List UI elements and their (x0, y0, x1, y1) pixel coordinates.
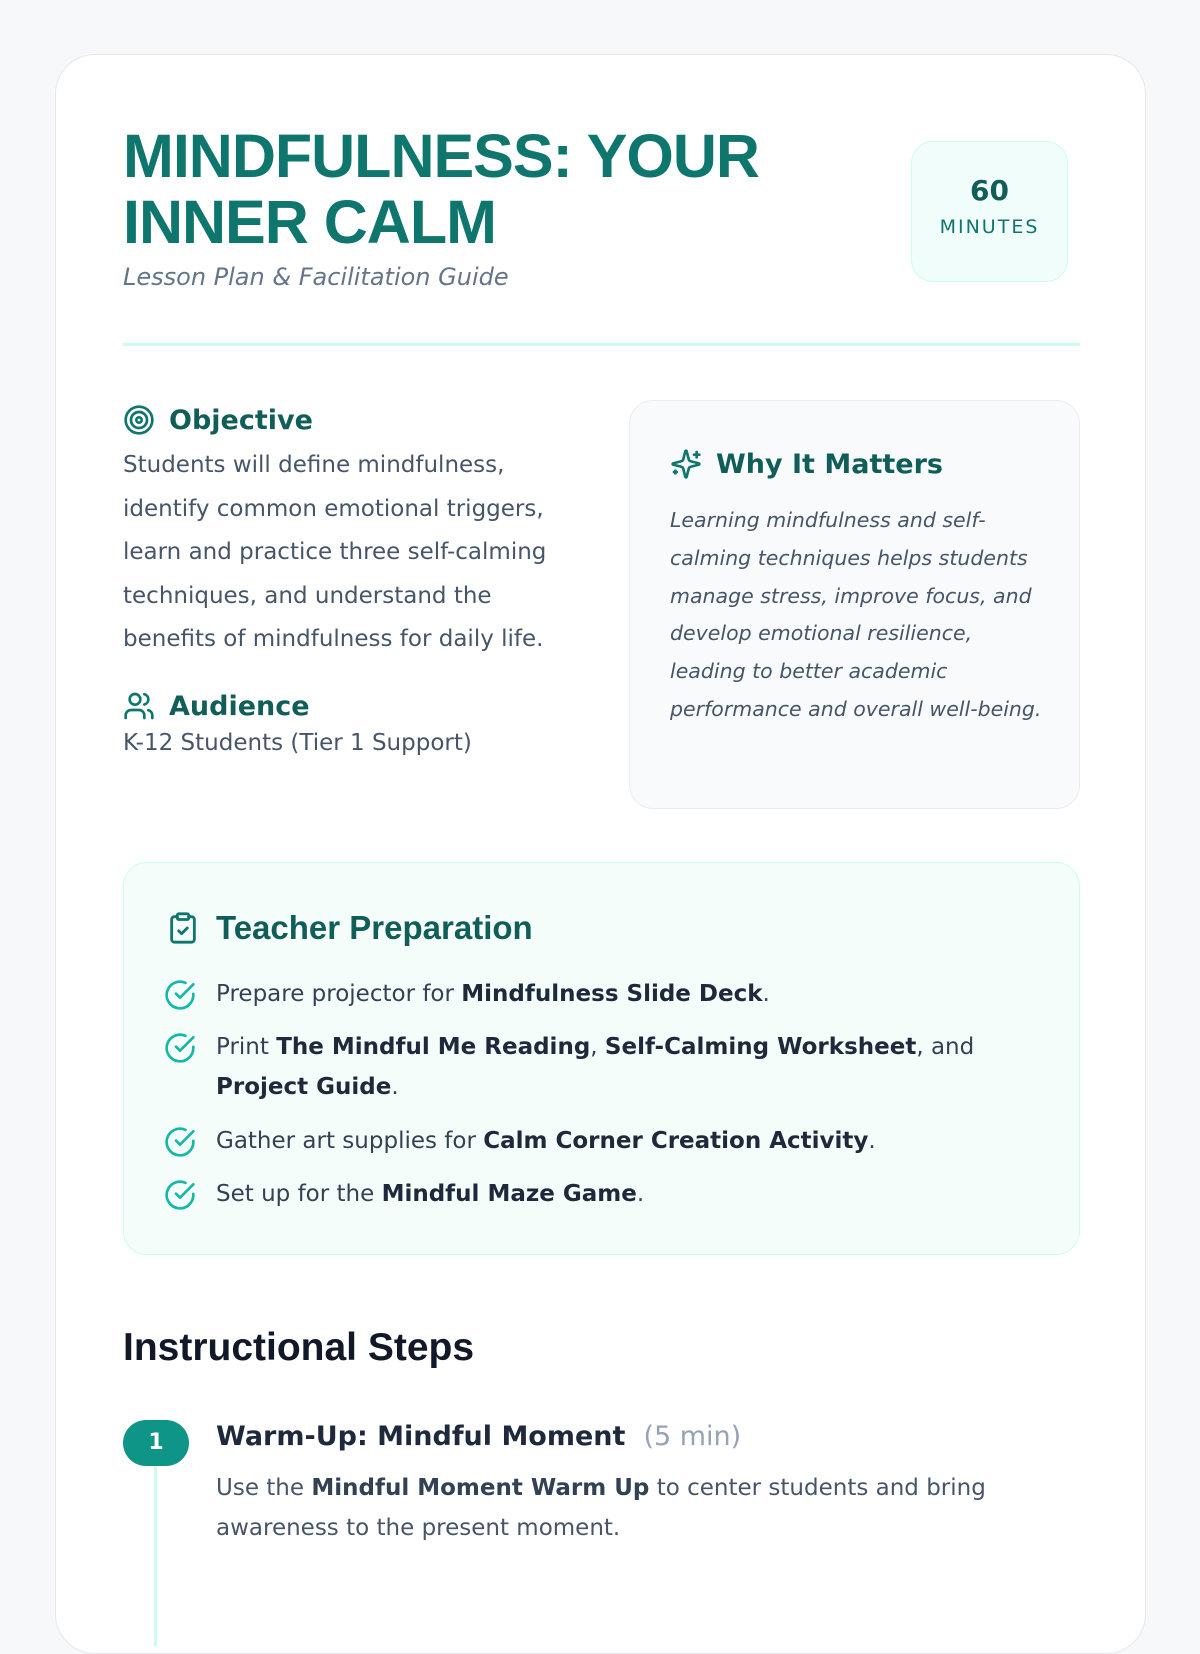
prep-item (164, 1121, 1024, 1161)
audience-text: K-12 Students (Tier 1 Support) (123, 730, 472, 756)
users-icon (123, 690, 155, 722)
prep-item-text: Print The Mindful Me Reading, Self-Calming Worksheet, and Project Guide. (216, 1034, 975, 1100)
prep-item (164, 974, 1024, 1014)
step-connector-line (154, 1466, 157, 1646)
step-number-badge: 1 (123, 1420, 189, 1466)
header-divider (123, 343, 1080, 346)
target-icon (123, 404, 155, 436)
teacher-preparation-box (123, 862, 1080, 1255)
prep-item-text: Set up for the Mindful Maze Game. (216, 1181, 645, 1207)
objective-text: Students will define mindfulness, identify common emotional triggers, learn and practice three self-calming techniques, and understand the benefits of mindfulness for daily life. (123, 452, 547, 652)
check-circle-icon (164, 1179, 196, 1211)
lesson-card (55, 54, 1146, 1654)
duration-badge (911, 141, 1068, 282)
prep-item-text: Prepare projector for Mindfulness Slide Deck. (216, 981, 770, 1007)
duration-unit: MINUTES (939, 216, 1040, 238)
step-title: Warm-Up: Mindful Moment (5 min) (216, 1421, 742, 1452)
why-heading (670, 448, 943, 480)
why-heading-label: Why It Matters (716, 448, 943, 480)
check-circle-icon (164, 979, 196, 1011)
prep-heading-label: Teacher Preparation (216, 909, 533, 946)
objective-heading (123, 404, 313, 436)
audience-heading (123, 690, 310, 722)
steps-heading: Instructional Steps (123, 1326, 475, 1369)
step-duration: (5 min) (643, 1421, 742, 1452)
step-description: Use the Mindful Moment Warm Up to center students and bring awareness to the present moment. (216, 1475, 986, 1541)
why-text: Learning mindfulness and self-calming techniques helps students manage stress, improve focus, and develop emotional resilience, leading to better academic performance and overall well-being. (670, 508, 1042, 721)
sparkles-icon (670, 448, 702, 480)
page-title: MINDFULNESS: YOUR INNER CALM (123, 122, 759, 256)
check-circle-icon (164, 1126, 196, 1158)
page-subtitle: Lesson Plan & Facilitation Guide (123, 263, 509, 291)
clipboard-check-icon (166, 909, 200, 947)
prep-item (164, 1027, 1024, 1107)
why-it-matters-box (629, 400, 1080, 809)
prep-heading (166, 909, 533, 947)
duration-value: 60 (970, 174, 1009, 207)
prep-item-text: Gather art supplies for Calm Corner Creation Activity. (216, 1128, 876, 1154)
check-circle-icon (164, 1032, 196, 1064)
audience-heading-label: Audience (169, 690, 310, 722)
prep-item (164, 1174, 1024, 1214)
objective-heading-label: Objective (169, 404, 313, 436)
